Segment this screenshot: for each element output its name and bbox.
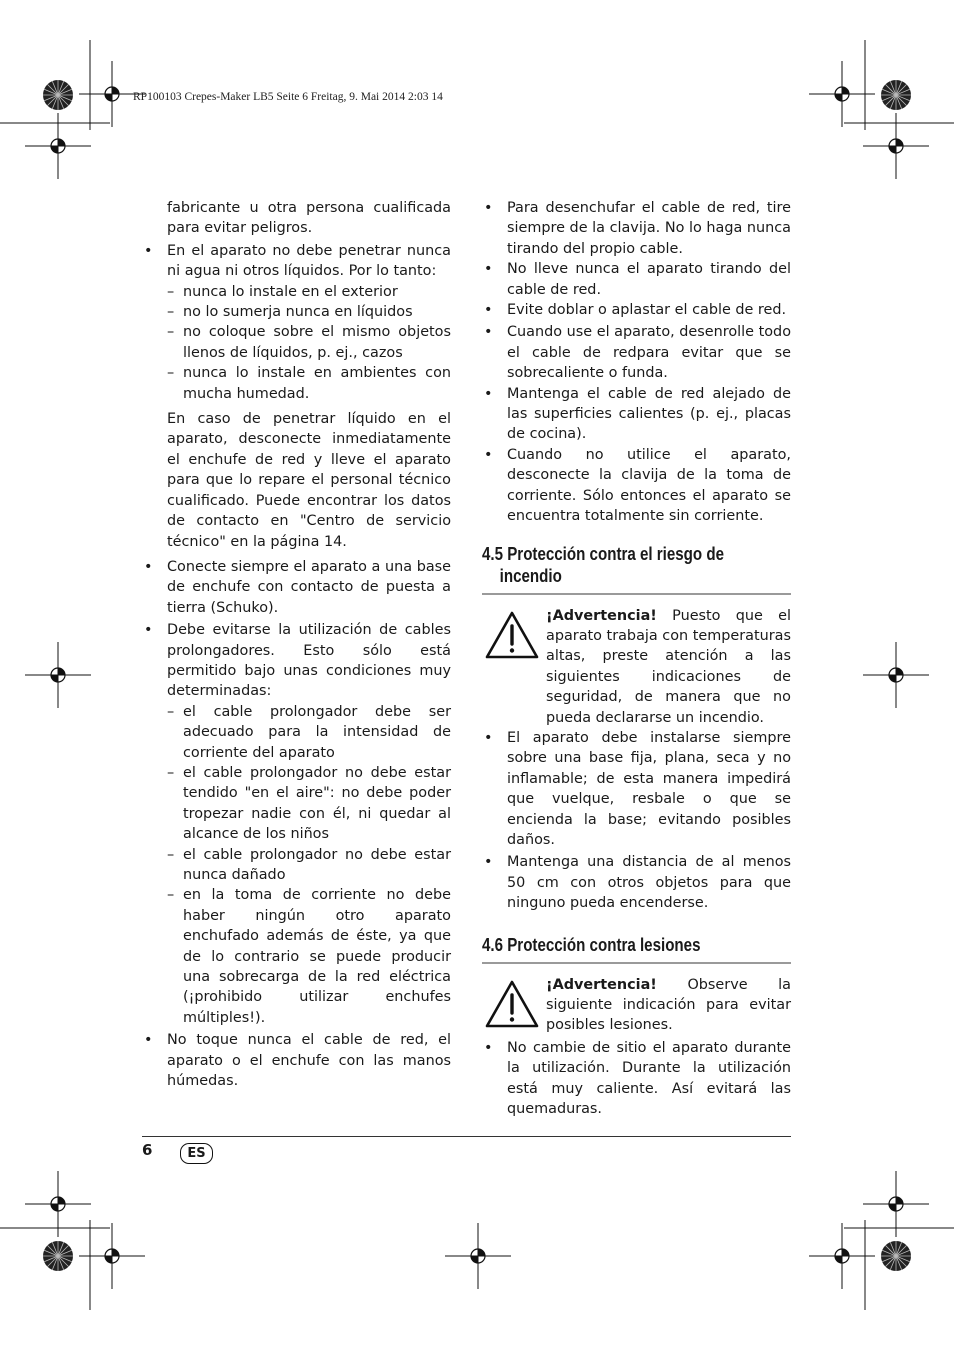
bullet: • (144, 622, 153, 639)
footer-rule (142, 1136, 791, 1137)
list-item-text: No lleve nunca el aparato tirando del cable de red. (507, 261, 791, 298)
bullet: • (144, 1032, 153, 1049)
warning-label: ¡Advertencia! (546, 976, 657, 993)
list-item-text: En el aparato no debe penetrar nunca ni agua ni otros líquidos. Por lo tanto: (167, 242, 451, 280)
list-item-text: Para desenchufar el cable de red, tire siempre de la clavija. No lo haga nunca tirando del propio cable. (507, 200, 791, 257)
bullet: • (144, 242, 153, 259)
bullet: • (484, 324, 493, 341)
dash: – (167, 764, 175, 781)
dash: – (167, 703, 175, 720)
section-heading-injury (482, 934, 791, 964)
language-badge: ES (180, 1143, 213, 1164)
dash: – (167, 365, 175, 382)
sub-list-item (142, 885, 451, 1028)
warning-text: Puesto que el aparato trabaja con temperaturas altas, preste atención a las siguientes indicaciones de seguridad, de manera que no pueda declararse un incendio. (546, 607, 791, 726)
sub-list-item (142, 702, 451, 763)
bullet: • (484, 385, 493, 402)
section-title: 4.5 Protección contra el riesgo de (482, 543, 725, 564)
sub-list-item (142, 763, 451, 845)
list-item (482, 445, 791, 527)
bullet: • (484, 854, 493, 871)
sub-list-item (142, 845, 451, 886)
list-item-text: Debe evitarse la utilización de cables prolongadores. Esto sólo está permitido bajo unas condiciones muy determinadas: (167, 622, 451, 700)
bullet: • (484, 200, 493, 216)
list-item-text: Conecte siempre el aparato a una base de enchufe con contacto de puesta a tierra (Schuko). (167, 558, 451, 616)
sub-list-item-text: el cable prolongador debe ser adecuado para la intensidad de corriente del aparato (183, 703, 451, 761)
bullet: • (144, 558, 153, 575)
list-item-text: El aparato debe instalarse siempre sobre una base fija, plana, seca y no inflamable; de esta manera impedirá que vuelque, resbale o que se encienda la base; evitando posibles daños. (507, 729, 791, 848)
sub-list-item (142, 282, 451, 302)
bullet: • (484, 1039, 493, 1056)
sub-list-item-text: en la toma de corriente no debe haber ningún otro aparato enchufado además de éste, ya que de lo contrario se puede producir una sobrecarga de la red eléctrica (¡prohibido utilizar enchufes múltiples!). (183, 887, 451, 1026)
dash: – (167, 887, 175, 904)
list-item-text: Evite doblar o aplastar el cable de red. (507, 302, 787, 319)
bullet: • (484, 302, 493, 319)
sub-list-item (142, 363, 451, 404)
sub-list-item-text: no lo sumerja nunca en líquidos (183, 304, 413, 321)
list-item (482, 852, 791, 913)
list-item (482, 322, 791, 383)
list-item (482, 198, 791, 259)
bullet: • (484, 446, 493, 463)
page-number: 6 (142, 1141, 153, 1159)
paragraph: fabricante u otra persona cualificada para evitar peligros. (167, 200, 451, 237)
sub-list-item-text: el cable prolongador no debe estar tendido "en el aire": no debe poder tropezar nadie con él, ni quedar al alcance de los niños (183, 764, 451, 843)
list-item (482, 728, 791, 850)
sub-list-item-text: nunca lo instale en ambientes con mucha humedad. (183, 365, 451, 402)
right-column (482, 198, 791, 1119)
paragraph: En caso de penetrar líquido en el aparato, desconecte inmediatamente el enchufe de red y lleve el aparato para que lo repare el personal técnico cualificado. Puede encontrar los datos de contacto en "Centro de servicio técnico" en la página 14. (167, 411, 451, 550)
dash: – (167, 283, 175, 300)
list-item-text: Mantenga el cable de red alejado de las superficies calientes (p. ej., placas de cocina). (507, 385, 791, 443)
warning-text: Observe la siguiente indicación para evitar posibles lesiones. (546, 976, 791, 1034)
warning-triangle-icon (484, 979, 540, 1029)
section-title-continued: incendio (499, 565, 562, 586)
warning-box (482, 975, 791, 1036)
list-item (482, 384, 791, 445)
list-item (142, 1030, 451, 1091)
list-item (142, 557, 451, 618)
dash: – (167, 846, 175, 863)
list-item (482, 300, 791, 320)
list-item-text: Mantenga una distancia de al menos 50 cm con otros objetos para que ninguno pueda encenderse. (507, 854, 791, 912)
section-title: 4.6 Protección contra lesiones (482, 934, 701, 955)
bullet: • (484, 729, 493, 746)
left-column (142, 198, 451, 1091)
list-item (482, 1038, 791, 1120)
list-item-text: No cambie de sitio el aparato durante la utilización. Durante la utilización está muy caliente. Así evitará las quemaduras. (507, 1039, 791, 1118)
warning-label: ¡Advertencia! (546, 607, 657, 624)
list-item-text: No toque nunca el cable de red, el aparato o el enchufe con las manos húmedas. (167, 1032, 451, 1090)
dash: – (167, 324, 175, 341)
sub-list-item-text: el cable prolongador no debe estar nunca dañado (183, 846, 451, 883)
print-header: RP100103 Crepes-Maker LB5 Seite 6 Freitag, 9. Mai 2014 2:03 14 (133, 91, 443, 103)
list-item (142, 620, 451, 702)
sub-list-item (142, 322, 451, 363)
warning-triangle-icon (484, 610, 540, 660)
bullet: • (484, 261, 493, 278)
list-item-text: Cuando use el aparato, desenrolle todo el cable de redpara evitar que se sobrecaliente o funda. (507, 324, 791, 382)
sub-list-item (142, 302, 451, 322)
list-item (142, 241, 451, 282)
sub-list-item-text: nunca lo instale en el exterior (183, 283, 398, 300)
dash: – (167, 304, 175, 321)
list-item-text: Cuando no utilice el aparato, desconecte la clavija de la toma de corriente. Sólo entonces el aparato se encuentra totalmente sin corriente. (507, 446, 791, 525)
list-item (482, 259, 791, 300)
section-heading-fire (482, 543, 791, 595)
warning-box (482, 606, 791, 728)
sub-list-item-text: no coloque sobre el mismo objetos llenos de líquidos, p. ej., cazos (183, 324, 451, 361)
